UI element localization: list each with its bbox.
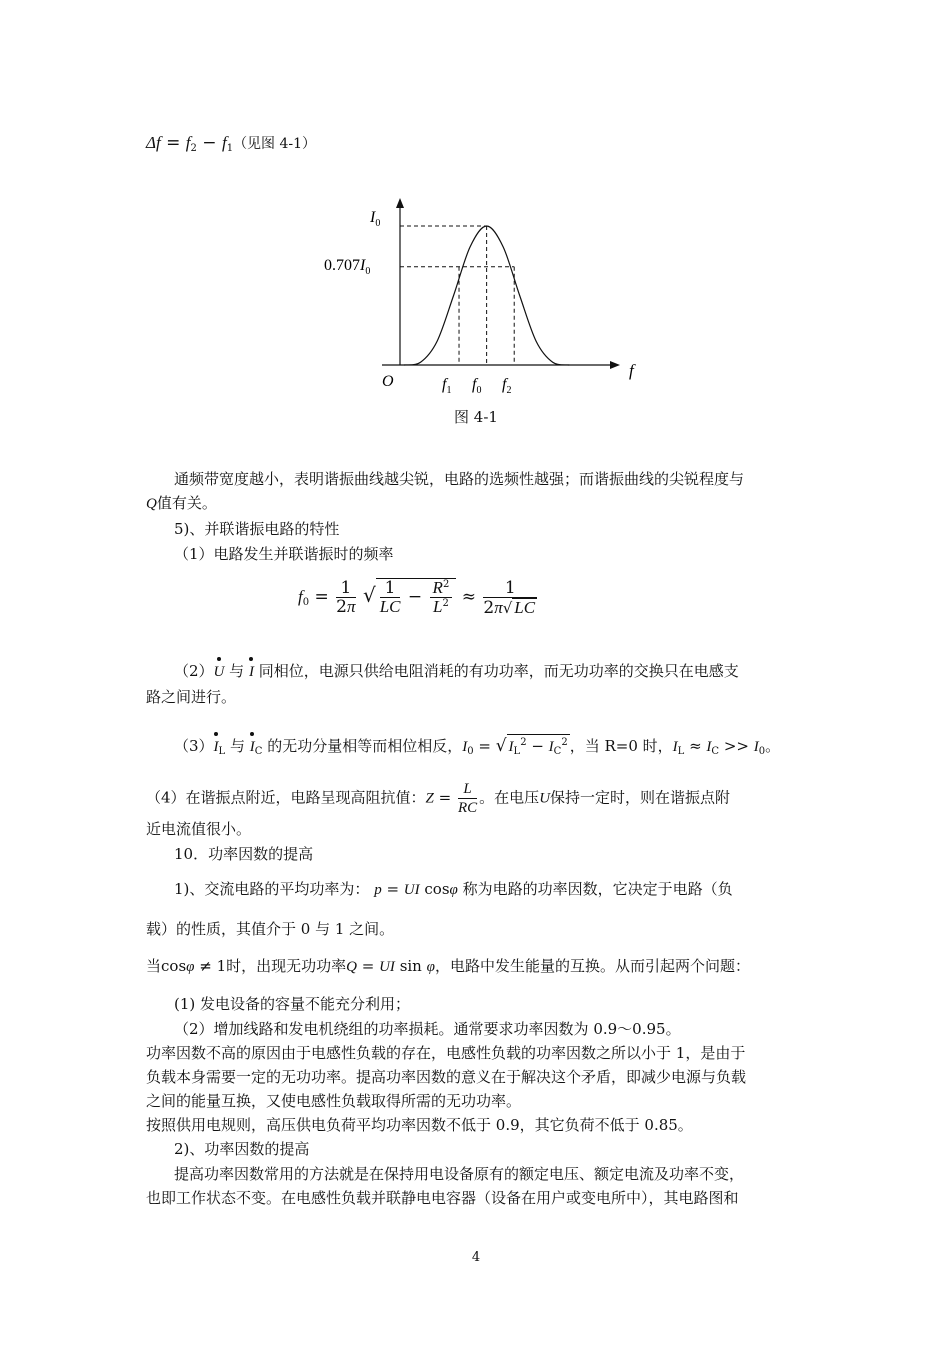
item-1-frequency: （1）电路发生并联谐振时的频率 — [174, 545, 394, 563]
bandwidth-formula: $\Delta f = f_2 - f_1$（见图 4-1） — [146, 133, 317, 154]
paragraph-bandwidth-cont: Q值有关。 — [146, 494, 217, 512]
method-line-2: 也即工作状态不变。在电感性负载并联静电电容器（设备在用户或变电所中），其电路图和 — [146, 1189, 739, 1207]
power-factor-range: 载）的性质，其值介于 0 与 1 之间。 — [146, 920, 395, 938]
item-3-currents: $(3)I_L$ 与 $I_C$ 的无功分量相等而相位相反，$I_0$ = √ $I_L^2 - I_C^2$ ，当 R=0 时，$I_L \approx I_C >> I_0$。 — [174, 736, 781, 757]
parallel-resonance-frequency-formula: $f_0$ = $\frac{1}{2\pi}$ √ $\frac{1}{LC}$ − $\frac{R^2}{L^2}$ ≈ $\frac{1}{2\pi√ LC}$ — [298, 577, 536, 618]
problem-2: （2）增加线路和发电机绕组的功率损耗。通常要求功率因数为 0.9～0.95。 — [174, 1020, 681, 1038]
dashed-guides — [400, 226, 514, 365]
resonance-curve — [404, 226, 569, 365]
resonance-curve-chart — [318, 190, 648, 400]
item-4-impedance: （4）在谐振点附近，电路呈现高阻抗值：Z = $\frac{L}{RC}$ 。在电压U保持一定时，则在谐振点附 — [146, 781, 731, 816]
reason-line-1: 功率因数不高的原因由于电感性负载的存在，电感性负载的功率因数之所以小于 1，是由于 — [146, 1044, 746, 1062]
reason-line-2: 负载本身需要一定的无功功率。提高功率因数的意义在于解决这个矛盾，即减少电源与负载 — [146, 1068, 747, 1086]
reason-line-3: 之间的能量互换，又使电感性负载取得所需的无功功率。 — [146, 1092, 522, 1110]
x-tick-f1: $f_1$ — [442, 376, 452, 396]
y-half-label: $0.707I_0$ — [324, 257, 371, 277]
figure-caption: 图 4-1 — [454, 408, 498, 426]
heading-parallel-resonance: 5)、并联谐振电路的特性 — [174, 520, 340, 538]
reactive-power-line: 当cosφ ≠ 1时，出现无功功率Q = UI sin φ，电路中发生能量的互换。从而引起两个问题： — [146, 957, 750, 975]
regulation-line: 按照供用电规则，高压供电负荷平均功率因数不低于 0.9，其它负荷不低于 0.85。 — [146, 1116, 693, 1134]
heading-improve-pf: 2)、功率因数的提高 — [174, 1140, 310, 1158]
item-4-cont: 近电流值很小。 — [146, 820, 252, 838]
chart-axes — [382, 198, 620, 369]
average-power-line: 1)、交流电路的平均功率为： p = UI cosφ 称为电路的功率因数，它决定于电路（负 — [174, 880, 733, 898]
item-2-cont: 路之间进行。 — [146, 688, 237, 706]
item-2-phase: （2）U 与 I 同相位，电源只供给电阻消耗的有功功率，而无功功率的交换只在电感支 — [174, 660, 842, 683]
heading-power-factor: 10．功率因数的提高 — [174, 845, 314, 863]
x-tick-f0: $f_0$ — [472, 376, 482, 396]
page-number: 4 — [471, 1250, 481, 1265]
origin-label: O — [382, 373, 394, 390]
y-peak-label: $I_0$ — [370, 209, 381, 229]
x-axis-label: f — [629, 361, 634, 380]
method-line-1: 提高功率因数常用的方法就是在保持用电设备原有的额定电压、额定电流及功率不变， — [174, 1165, 745, 1183]
x-tick-f2: $f_2$ — [502, 376, 512, 396]
problem-1: (1) 发电设备的容量不能充分利用； — [174, 995, 411, 1013]
paragraph-bandwidth: 通频带宽度越小，表明谐振曲线越尖锐，电路的选频性越强；而谐振曲线的尖锐程度与 — [174, 470, 745, 488]
